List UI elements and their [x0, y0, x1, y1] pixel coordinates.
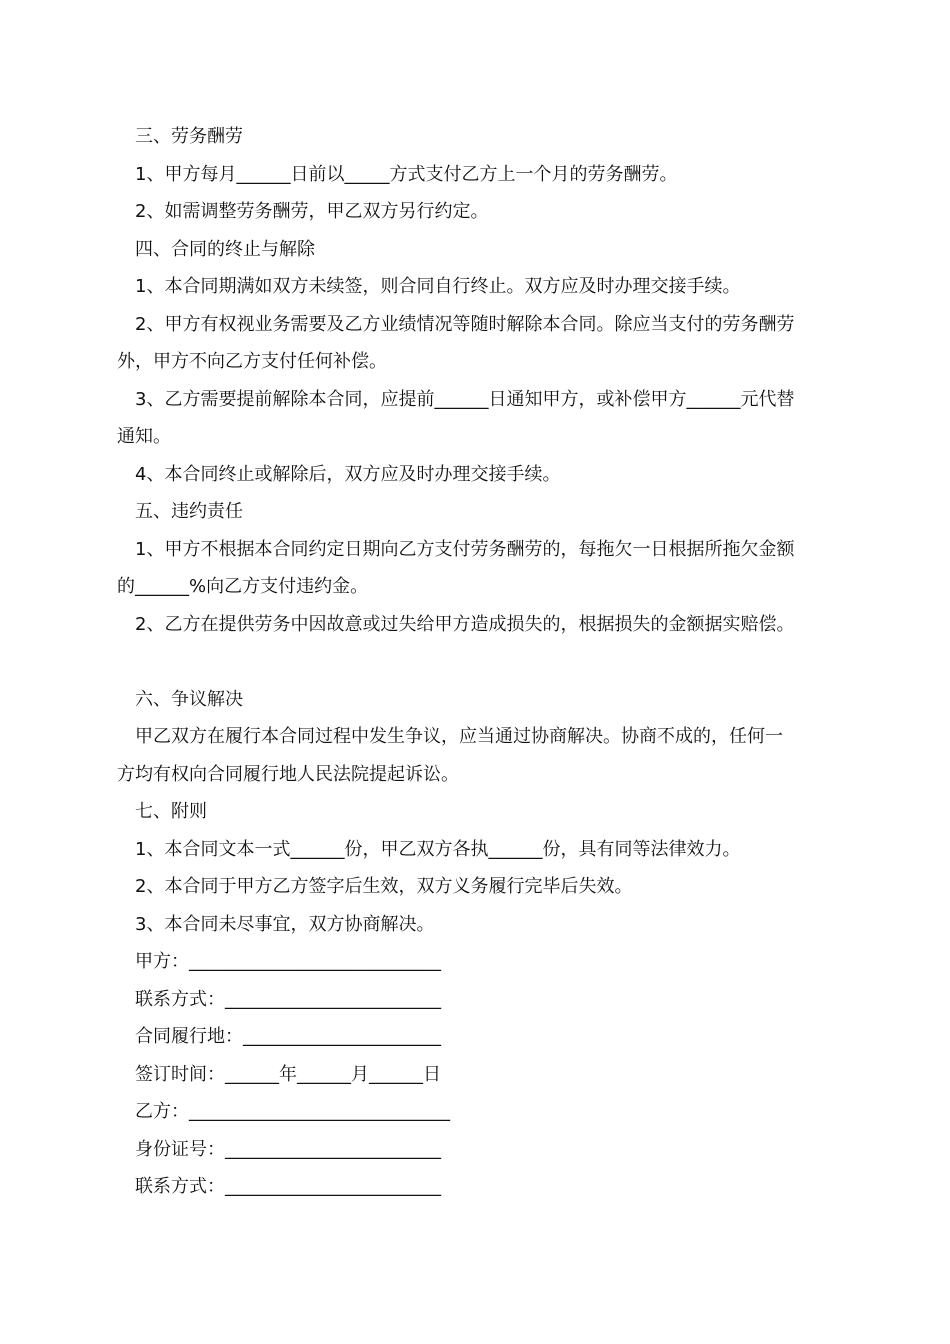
party-b-field: 乙方：_____________________________: [135, 1101, 450, 1122]
clause-5-2: 2、乙方在提供劳务中因故意或过失给甲方造成损失的，根据损失的金额据实赔偿。: [135, 613, 795, 635]
clause-4-3-line2: 通知。: [117, 426, 171, 447]
contract-page: [117, 118, 837, 1206]
party-b-contact-field: 联系方式：________________________: [135, 1176, 441, 1197]
clause-3-1: 1、甲方每月______日前以_____方式支付乙方上一个月的劳务酬劳。: [135, 163, 678, 185]
blank-line: [117, 643, 837, 681]
clause-7-1: 1、本合同文本一式______份，甲乙双方各执______份，具有同等法律效力。: [135, 838, 741, 860]
clause-4-2-line2: 外，甲方不向乙方支付任何补偿。: [117, 351, 387, 372]
clause-3-2: 2、如需调整劳务酬劳，甲乙双方另行约定。: [135, 201, 489, 222]
clause-6-line2: 方均有权向合同履行地人民法院提起诉讼。: [117, 763, 459, 785]
clause-4-4: 4、本合同终止或解除后，双方应及时办理交接手续。: [135, 463, 561, 485]
clause-5-1-line1: 1、甲方不根据本合同约定日期向乙方支付劳务酬劳的，每拖欠一日根据所拖欠金额: [135, 538, 795, 560]
clause-6-line1: 甲乙双方在履行本合同过程中发生争议，应当通过协商解决。协商不成的，任何一: [135, 726, 783, 747]
section-title-termination: 四、合同的终止与解除: [135, 238, 315, 260]
performance-place-field: 合同履行地：______________________: [135, 1026, 441, 1047]
party-a-field: 甲方：____________________________: [135, 951, 441, 972]
section-title-remuneration: 三、劳务酬劳: [135, 126, 243, 147]
party-a-contact-field: 联系方式：________________________: [135, 988, 441, 1010]
section-title-supplementary: 七、附则: [135, 801, 207, 822]
section-title-dispute: 六、争议解决: [135, 688, 243, 710]
clause-5-1-line2: 的______%向乙方支付违约金。: [117, 576, 369, 597]
clause-4-2-line1: 2、甲方有权视业务需要及乙方业绩情况等随时解除本合同。除应当支付的劳务酬劳: [135, 313, 795, 335]
signing-date-field: 签订时间：______年______月______日: [135, 1063, 441, 1085]
section-title-liability: 五、违约责任: [135, 501, 243, 522]
clause-7-3: 3、本合同未尽事宜，双方协商解决。: [135, 913, 435, 935]
clause-4-1: 1、本合同期满如双方未续签，则合同自行终止。双方应及时办理交接手续。: [135, 276, 741, 297]
clause-4-3-line1: 3、乙方需要提前解除本合同，应提前______日通知甲方，或补偿甲方______元代替: [135, 388, 795, 410]
id-number-field: 身份证号：________________________: [135, 1138, 441, 1160]
clause-7-2: 2、本合同于甲方乙方签字后生效，双方义务履行完毕后失效。: [135, 876, 633, 897]
